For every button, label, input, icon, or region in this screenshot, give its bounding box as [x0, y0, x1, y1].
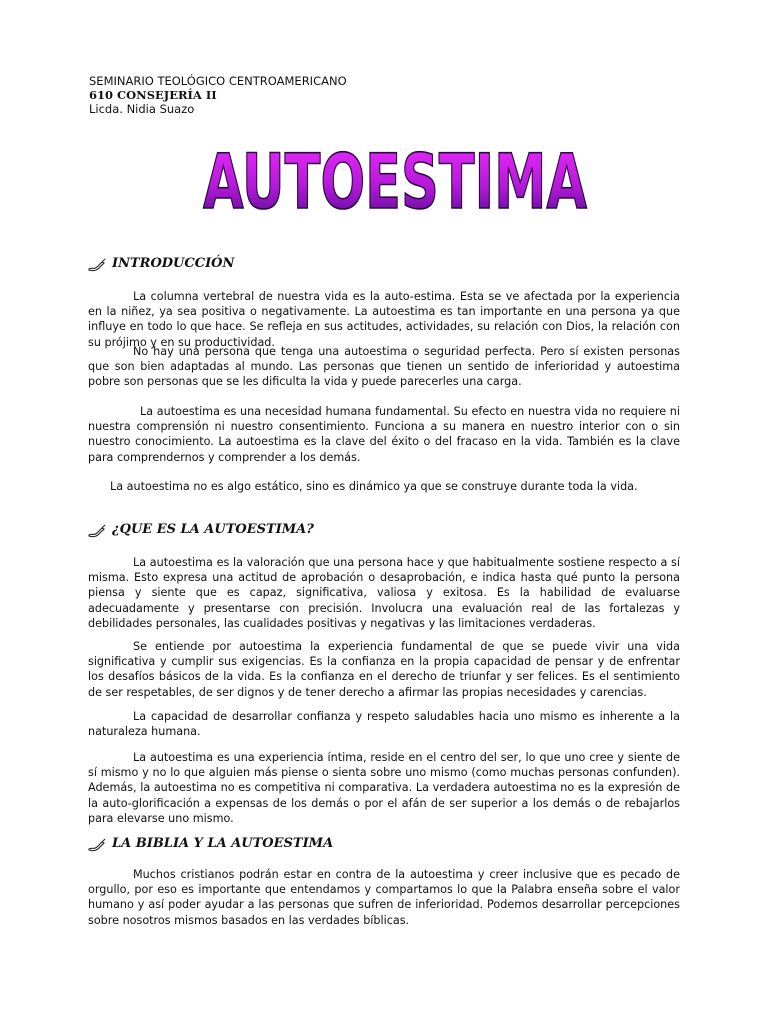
- section-que-es: [88, 522, 314, 537]
- writing-hand-icon: [88, 837, 106, 851]
- paragraph: La autoestima es una experiencia íntima, reside en el centro del ser, lo que uno cree y siente de sí mismo y no lo que alguien más piense o sienta sobre uno mismo (como muchas personas confunden). Además, la autoestima no es competitiva ni comparativa. La verdadera autoestima no es la expresión de la auto-glorificación a expensas de los demás o por el afán de ser superior a los demás o de rebajarlos para elevarse uno mismo.: [88, 751, 680, 825]
- writing-hand-icon: [88, 523, 106, 537]
- paragraph: La autoestima es una necesidad humana fundamental. Su efecto en nuestra vida no requiere ni nuestra comprensión ni nuestro consentimiento. Funciona a su manera en nuestro interior con o sin nuestro conocimiento. La autoestima es la clave del éxito o del fracaso en la vida. También es la clave para comprendernos y comprender a los demás.: [88, 405, 680, 464]
- page-title: AUTOESTIMA: [203, 137, 588, 226]
- paragraph: La capacidad de desarrollar confianza y respeto saludables hacia uno mismo es inherente a la naturaleza humana.: [88, 710, 680, 739]
- paragraph: Se entiende por autoestima la experiencia fundamental de que se puede vivir una vida significativa y cumplir sus exigencias. Es la confianza en la propia capacidad de pensar y de enfrentar los desafíos básicos de la vida. Es la confianza en el derecho de triunfar y ser felices. Es el sentimiento de ser respetables, de ser dignos y de tener derecho a afirmar las propias necesidades y carencias.: [88, 640, 680, 699]
- section-heading: ¿QUE ES LA AUTOESTIMA?: [112, 522, 314, 537]
- institution-name: SEMINARIO TEOLÓGICO CENTROAMERICANO: [89, 74, 347, 88]
- wordart-title: [195, 137, 595, 226]
- course-name: 610 CONSEJERÍA II: [89, 88, 217, 102]
- section-introduccion: [88, 256, 234, 271]
- paragraph: No hay una persona que tenga una autoestima o seguridad perfecta. Pero sí existen personas que son bien adaptadas al mundo. Las personas que tienen un sentido de inferioridad y autoestima pobre son personas que se les dificulta la vida y puede parecerles una carga.: [88, 345, 680, 389]
- section-biblia: [88, 836, 333, 851]
- section-heading: INTRODUCCIÓN: [112, 256, 235, 271]
- writing-hand-icon: [88, 257, 106, 271]
- paragraph: La autoestima no es algo estático, sino es dinámico ya que se construye durante toda la vida.: [110, 480, 638, 493]
- paragraph: La columna vertebral de nuestra vida es la auto-estima. Esta se ve afectada por la experiencia en la niñez, ya sea positiva o negativamente. La autoestima es tan importante en una persona ya que influye en todo lo que hace. Se refleja en sus actitudes, actividades, su relación con Dios, la relación con su prójimo y en su productividad.: [88, 290, 680, 349]
- author-name: Licda. Nidia Suazo: [89, 102, 195, 116]
- paragraph: Muchos cristianos podrán estar en contra de la autoestima y creer inclusive que es pecado de orgullo, por eso es importante que entendamos y compartamos lo que la Palabra enseña sobre el valor humano y así poder ayudar a las personas que sufren de inferioridad. Podemos desarrollar percepciones sobre nosotros mismos basados en las verdades bíblicas.: [88, 868, 680, 927]
- section-heading: LA BIBLIA Y LA AUTOESTIMA: [112, 836, 334, 851]
- paragraph: La autoestima es la valoración que una persona hace y que habitualmente sostiene respecto a sí misma. Esto expresa una actitud de aprobación o desaprobación, e indica hasta qué punto la persona piensa y siente que es capaz, significativa, valiosa y exitosa. Es la habilidad de evaluarse adecuadamente y presentarse con precisión. Involucra una evaluación real de las fortalezas y debilidades personales, las cualidades positivas y negativas y las limitaciones verdaderas.: [88, 556, 680, 630]
